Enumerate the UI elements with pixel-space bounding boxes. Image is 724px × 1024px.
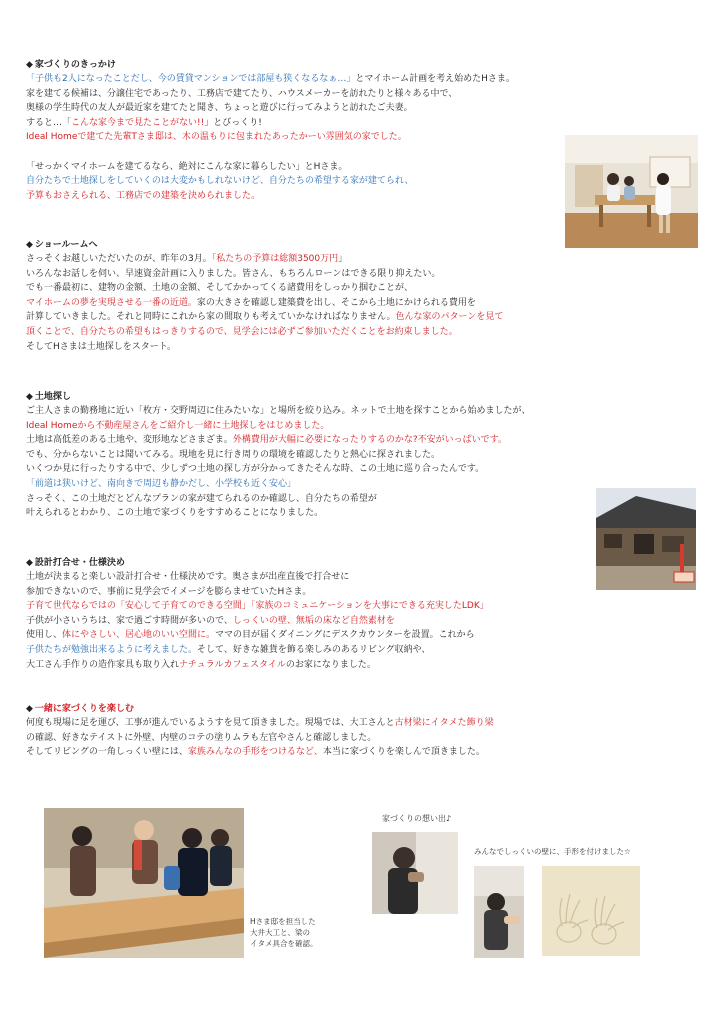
text-span: 「前道は狭いけど、南向きで周辺も静かだし、小学校も近く安心」 [26,478,297,489]
text-span: さっそくお越しいただいたのが、昨年の3月。「 [26,254,217,264]
section-showroom [26,238,706,354]
handprint-wall-image [542,866,640,956]
text-line [26,628,706,643]
text-line [26,296,706,311]
text-span: すると…「 [26,117,72,128]
text-span: 参加できないので、事前に見学会でイメージを膨らませていたHさま。 [26,586,312,597]
caption-line: 大井大工と、梁の [250,928,310,937]
section-heading: ◆ 設計打合せ・仕様決め [26,558,125,568]
text-span: 土地が決まると楽しい設計打合せ・仕様決めです。奥さまが出産直後で打合せに [26,572,350,582]
text-line [26,419,706,434]
text-span: 私たちの予算は総額3500万円 [216,254,339,264]
text-span: そして、好きな雑貨を飾る楽しみのあるリビング収納や、 [197,644,431,655]
text-line [26,310,706,325]
text-line [26,267,706,282]
wall-work-photo [372,832,458,914]
text-line [26,433,706,448]
text-span: 「子供も2人になったことだし、今の賃貸マンションでは部屋も狭くなるなぁ…」 [26,74,356,84]
beam-check-photo [44,808,244,958]
section-body [26,716,706,760]
text-line [26,731,706,746]
text-span: 本当に家づくりを楽しんで頂きました。 [322,747,485,758]
text-span: そしてリビングの一角しっくい壁には、 [26,747,188,758]
text-line [26,614,706,629]
text-span: 計算していきました。それと同時にこれから家の間取りも考えていかなければなりません。 [26,312,396,323]
text-line [26,340,706,355]
section-heading: ◆ 土地探し [26,392,71,402]
text-line [26,101,706,116]
text-line [26,325,706,340]
text-span: 古材梁にイタメた飾り梁 [394,718,494,728]
caption-line: イタメ具合を確認。 [250,939,318,948]
text-span: こんな家今まで見たことがない!! [71,117,205,128]
text-span: 土地は高低差のある土地や、変形地などさまざま。 [26,435,233,446]
text-span: 外構費用が大幅に必要になったりするのかな?不安がいっぱいです。 [232,435,507,446]
text-span: 」 [338,254,348,264]
text-span: のお家になりました。 [285,659,376,670]
text-line [26,745,706,760]
text-line [26,404,706,419]
text-span: 奥様の学生時代の友人が最近家を建てたと聞き、ちょっと遊びに行ってみようと訪れたご夫妻。 [26,103,413,114]
diamond-icon: ◆ [26,558,33,568]
diamond-icon: ◆ [26,392,33,402]
section-body [26,252,706,354]
text-span: いくつか見に行ったりする中で、少しずつ土地の探し方が分かってきたそんな時、この土地に巡り合ったんです。 [26,464,485,475]
beam-check-image [44,808,244,958]
text-span: 体にやさしい、居心地のいい空間に。 [62,630,216,641]
text-line [26,72,706,87]
text-span: 」とびっくり! [204,117,262,128]
text-line [26,643,706,658]
text-span: 家の大きさを確認し建築費を出し、そこから土地にかけられる費用を [196,297,476,308]
dining-room-image [565,135,698,248]
text-span: Ideal Homeから不動産屋さんをご紹介し一緒に土地探しをはじめました。 [26,420,330,431]
land-site-photo [596,488,696,590]
text-line [26,658,706,673]
text-span: ナチュラルカフェスタイル [179,659,286,670]
text-span: 自分たちで土地探しをしていくのは大変かもしれないけど、自分たちの希望する家が建てられ、 [26,176,414,187]
wall-work-image [372,832,458,914]
land-site-image [596,488,696,590]
diamond-icon: ◆ [26,704,33,714]
handprint-wall-photo [542,866,640,956]
text-line [26,116,706,131]
text-line [26,252,706,267]
text-span: 家を建てる候補は、分譲住宅であったり、工務店で建てたり、ハウスメーカーを訪れたりと様々ある中で、 [26,88,458,99]
text-span: ご主人さまの勤務地に近い「枚方・交野周辺に住みたいな」と場所を絞り込み。ネットで土地を探すことから始めましたが、 [26,406,531,416]
text-span: 使用し、 [26,630,63,641]
text-line [26,599,706,614]
text-line [26,462,706,477]
text-span: マイホームの夢を実現させる一番の近道。 [26,297,197,308]
text-span: 大工さん手作りの造作家具も取り入れ [26,659,180,670]
diamond-icon: ◆ [26,240,33,250]
text-span: 子育て世代ならではの「安心して子育てのできる空間」「家族のコミュニケーションを大事にできる充実したLDK」 [26,601,489,612]
child-handprint-photo [474,866,524,958]
text-span: の確認、好きなテイストに外壁、内壁のコテの塗りムラも左官やさんと確認しました。 [26,732,377,743]
text-span: しっくいの壁、無垢の床など自然素材を [232,615,395,626]
text-line [26,716,706,731]
text-span: 子供たちが勉強出来るように考えました。 [26,644,198,655]
text-span: 予算もおさえられる、工務店での建築を決められました。 [26,190,261,201]
section-heading: ◆ 一緒に家づくりを楽しむ [26,704,134,714]
dining-room-photo [565,135,698,248]
text-span: いろんなお話しを伺い、早速資金計画に入りました。皆さん、もちろんローンはできる限り抑えたい。 [26,268,441,279]
text-span: 子供が小さいうちは、家で過ごす時間が多いので、 [26,615,233,626]
text-line [26,281,706,296]
text-span: 頂くことで、自分たちの希望もはっきりするので、見学会には必ずご参加いただくことをお約束しました。 [26,326,458,337]
text-span: とマイホーム計画を考え始めたHさま。 [355,74,515,84]
text-span: Ideal Homeで建てた先輩Tさま邸は、木の温もりに包まれたあったかーい雰囲気の家でした。 [26,132,407,143]
text-span: 叶えられるとわかり、この土地で家づくりをすすめることになりました。 [26,508,324,519]
text-span: ママの目が届くダイニングにデスクカウンターを設置。これから [215,630,475,641]
text-span: 何度も現場に足を運び、工事が進んでいるようすを見て頂きました。現場では、大工さんと [26,718,395,728]
diamond-icon: ◆ [26,60,33,70]
section-heading: ◆ ショールームへ [26,240,98,250]
text-line [26,87,706,102]
text-span: でも一番最初に、建物の金額、土地の金額、そしてかかってくる諸費用をしっかり掴むことが、 [26,283,414,294]
beam-photo-caption [250,916,318,949]
child-handprint-image [474,866,524,958]
text-line [26,448,706,463]
text-span: 色んな家のパターンを見て [395,312,504,323]
text-span: さっそく、この土地だとどんなプランの家が建てられるのか確認し、自分たちの希望が [26,493,377,504]
section-tanoshimu [26,702,706,760]
memories-caption: 家づくりの想い出♪ [382,814,452,823]
caption-line: Hさま邸を担当した [250,917,316,926]
text-span: でも、分からないことは聞いてみる。現地を見に行き周りの環境を確認したりと熱心に探されました。 [26,449,441,460]
text-span: 「せっかくマイホームを建てるなら、絶対にこんな家に暮らしたい」とHさま。 [26,161,348,172]
handprint-caption: みんなでしっくいの壁に、手形を付けました☆ [474,847,631,856]
section-heading: ◆ 家づくりのきっかけ [26,60,116,70]
text-span: 家族みんなの手形をつけるなど、 [187,747,323,758]
text-span: そしてHさまは土地探しをスタート。 [26,341,176,352]
